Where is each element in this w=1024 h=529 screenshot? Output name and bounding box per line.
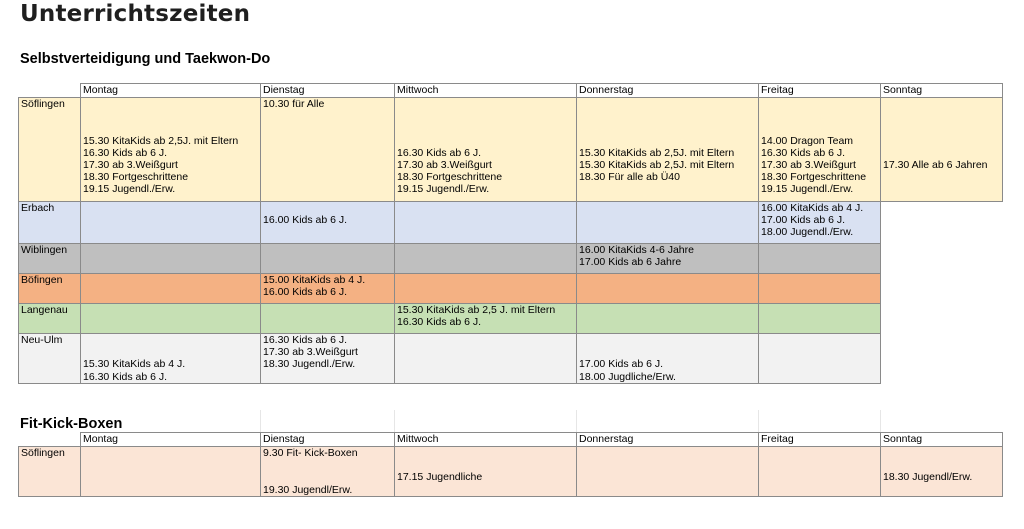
class-entry: 18.30 Fortgeschrittene (397, 171, 503, 184)
class-entry (263, 244, 392, 256)
gridline (880, 410, 881, 432)
class-entry (883, 147, 1000, 159)
class-entry: 16.30 Kids ab 6 J. (83, 146, 168, 159)
class-entry (579, 447, 756, 459)
class-entry (83, 214, 258, 226)
class-entry: 18.00 Jugendl./Erw. (761, 226, 854, 239)
day-header-sonntag: Sonntag (881, 433, 1003, 447)
schedule-cell (759, 274, 881, 304)
class-entry (579, 98, 756, 110)
schedule-cell (759, 334, 881, 384)
location-row (19, 244, 1003, 274)
class-entry: 19.15 Jugendl./Erw. (761, 183, 854, 196)
class-entry (397, 447, 574, 459)
class-entry (263, 110, 392, 122)
location-row (19, 98, 1003, 202)
schedule-cell (881, 447, 1003, 497)
class-entry: 18.30 Fortgeschrittene (761, 171, 867, 184)
class-entry (579, 110, 756, 122)
class-entry: 18.30 Jugendl/Erw. (883, 471, 973, 484)
class-entry: 17.30 ab 3.Weißgurt (761, 159, 856, 172)
class-entry (579, 135, 756, 147)
class-entry (579, 202, 756, 214)
schedule-cell (261, 202, 395, 244)
class-entry: 17.30 ab 3.Weißgurt (83, 159, 178, 172)
class-entry: 16.30 Kids ab 6 J. (263, 334, 348, 346)
class-entry (397, 334, 574, 346)
day-header-dienstag: Dienstag (261, 433, 395, 447)
class-entry: 16.00 Kids ab 6 J. (263, 286, 348, 299)
gridline (576, 410, 577, 432)
gridline (394, 410, 395, 432)
gridline (758, 410, 759, 432)
schedule-table-fit-kick-boxen (18, 432, 1003, 497)
class-entry (579, 214, 756, 226)
schedule-cell (395, 274, 577, 304)
class-entry: 16.30 Kids ab 6 J. (83, 370, 168, 383)
class-entry (761, 471, 878, 483)
class-entry (579, 316, 756, 328)
page-title: Unterrichtszeiten (20, 1, 251, 27)
class-entry (263, 226, 392, 238)
schedule-cell (759, 447, 881, 497)
schedule-cell (261, 447, 395, 497)
location-row (19, 447, 1003, 497)
class-entry (883, 122, 1000, 134)
class-entry: 16.00 Kids ab 6 J. (263, 214, 348, 227)
class-entry (883, 110, 1000, 122)
schedule-cell (81, 244, 261, 274)
schedule-cell (261, 98, 395, 202)
class-entry (397, 484, 574, 496)
schedule-cell (759, 98, 881, 202)
schedule-cell (577, 304, 759, 334)
class-entry (263, 371, 392, 383)
class-entry (83, 447, 258, 459)
class-entry (761, 274, 878, 286)
class-entry (397, 256, 574, 268)
class-entry (397, 214, 574, 226)
class-entry: 15.30 KitaKids ab 2,5J. mit Eltern (83, 134, 239, 147)
class-entry (761, 334, 878, 346)
schedule-table-taekwondo (18, 83, 1003, 384)
class-entry (761, 346, 878, 358)
schedule-cell (395, 447, 577, 497)
class-entry (83, 98, 258, 110)
schedule-cell (81, 202, 261, 244)
schedule-cell (395, 202, 577, 244)
class-entry (83, 202, 258, 214)
schedule-cell (577, 447, 759, 497)
class-entry: 19.15 Jugendl./Erw. (83, 183, 176, 196)
class-entry (883, 98, 1000, 110)
class-entry (883, 171, 1000, 183)
schedule-cell (261, 274, 395, 304)
class-entry (83, 316, 258, 328)
day-header-sonntag: Sonntag (881, 84, 1003, 98)
class-entry (761, 316, 878, 328)
blank-cell (881, 274, 1003, 304)
class-entry (883, 447, 1000, 459)
day-header-montag: Montag (81, 84, 261, 98)
class-entry (397, 122, 574, 134)
class-entry (263, 471, 392, 483)
location-row (19, 304, 1003, 334)
class-entry: 19.30 Jugendl/Erw. (263, 483, 353, 496)
class-entry (397, 110, 574, 122)
section-title-fit-kick-boxen: Fit-Kick-Boxen (20, 416, 123, 432)
class-entry (397, 98, 574, 110)
schedule-cell (759, 244, 881, 274)
class-entry (397, 358, 574, 370)
class-entry (579, 459, 756, 471)
class-entry (579, 274, 756, 286)
class-entry (263, 202, 392, 214)
class-entry (883, 484, 1000, 496)
class-entry (579, 286, 756, 298)
class-entry (263, 256, 392, 268)
class-entry: 17.00 Kids ab 6 Jahre (579, 256, 682, 269)
schedule-cell (759, 304, 881, 334)
header-corner (19, 433, 81, 447)
class-entry (263, 459, 392, 471)
class-entry (397, 371, 574, 383)
schedule-cell (81, 304, 261, 334)
class-entry: 18.30 Für alle ab Ü40 (579, 171, 680, 184)
day-header-mittwoch: Mittwoch (395, 433, 577, 447)
class-entry: 16.00 KitaKids 4-6 Jahre (579, 244, 694, 256)
class-entry (761, 304, 878, 316)
class-entry: 17.30 Alle ab 6 Jahren (883, 159, 988, 172)
class-entry (397, 274, 574, 286)
class-entry: 9.30 Fit- Kick-Boxen (263, 447, 358, 459)
class-entry (579, 183, 756, 195)
class-entry (263, 183, 392, 195)
class-entry (761, 358, 878, 370)
blank-cell (881, 244, 1003, 274)
schedule-cell (395, 304, 577, 334)
blank-cell (881, 334, 1003, 384)
location-label: Neu-Ulm (19, 334, 81, 384)
class-entry (761, 122, 878, 134)
schedule-cell (577, 274, 759, 304)
class-entry (397, 244, 574, 256)
class-entry (761, 484, 878, 496)
class-entry: 17.30 ab 3.Weißgurt (263, 346, 358, 359)
class-entry (761, 286, 878, 298)
class-entry (579, 226, 756, 238)
class-entry (83, 226, 258, 238)
class-entry (263, 135, 392, 147)
class-entry (761, 110, 878, 122)
class-entry: 19.15 Jugendl./Erw. (397, 183, 490, 196)
class-entry (397, 346, 574, 358)
class-entry: 17.00 Kids ab 6 J. (579, 358, 664, 371)
class-entry: 17.00 Kids ab 6 J. (761, 214, 846, 227)
class-entry: 16.30 Kids ab 6 J. (761, 146, 846, 159)
blank-cell (881, 202, 1003, 244)
class-entry: 18.30 Fortgeschrittene (83, 171, 189, 184)
class-entry: 16.30 Kids ab 6 J. (397, 146, 482, 159)
schedule-cell (81, 274, 261, 304)
schedule-cell (577, 202, 759, 244)
location-label: Böfingen (19, 274, 81, 304)
class-entry (83, 484, 258, 496)
class-entry (579, 334, 756, 346)
location-label: Erbach (19, 202, 81, 244)
section-title-taekwondo: Selbstverteidigung und Taekwon-Do (20, 51, 271, 67)
schedule-cell (81, 447, 261, 497)
class-entry (761, 244, 878, 256)
day-header-donnerstag: Donnerstag (577, 84, 759, 98)
schedule-cell (261, 334, 395, 384)
location-row (19, 202, 1003, 244)
schedule-cell (577, 334, 759, 384)
class-entry (83, 256, 258, 268)
header-row (19, 433, 1003, 447)
class-entry: 15.30 KitaKids ab 2,5 J. mit Eltern (397, 304, 556, 316)
schedule-cell (81, 98, 261, 202)
class-entry (883, 135, 1000, 147)
class-entry (761, 256, 878, 268)
class-entry: 18.00 Jugdliche/Erw. (579, 370, 676, 383)
class-entry (579, 346, 756, 358)
class-entry (263, 316, 392, 328)
class-entry (397, 459, 574, 471)
class-entry (263, 147, 392, 159)
class-entry (397, 286, 574, 298)
class-entry: 16.00 KitaKids ab 4 J. (761, 202, 864, 214)
class-entry (83, 274, 258, 286)
class-entry: 15.30 KitaKids ab 2,5J. mit Eltern (579, 146, 735, 159)
class-entry (83, 459, 258, 471)
class-entry: 18.30 Jugendl./Erw. (263, 358, 356, 371)
day-header-mittwoch: Mittwoch (395, 84, 577, 98)
class-entry (83, 122, 258, 134)
class-entry (83, 244, 258, 256)
class-entry: 10.30 für Alle (263, 98, 325, 110)
location-row (19, 274, 1003, 304)
schedule-cell (759, 202, 881, 244)
day-header-montag: Montag (81, 433, 261, 447)
class-entry (263, 122, 392, 134)
class-entry (761, 459, 878, 471)
location-label: Söflingen (19, 447, 81, 497)
class-entry (397, 135, 574, 147)
class-entry (397, 202, 574, 214)
day-header-dienstag: Dienstag (261, 84, 395, 98)
class-entry: 17.15 Jugendliche (397, 471, 483, 484)
class-entry (83, 334, 258, 346)
class-entry (397, 226, 574, 238)
schedule-cell (881, 98, 1003, 202)
class-entry: 15.30 KitaKids ab 2,5J. mit Eltern (579, 159, 735, 172)
class-entry (883, 459, 1000, 471)
class-entry: 17.30 ab 3.Weißgurt (397, 159, 492, 172)
day-header-freitag: Freitag (759, 84, 881, 98)
class-entry (263, 171, 392, 183)
class-entry (83, 286, 258, 298)
class-entry (83, 110, 258, 122)
class-entry (579, 122, 756, 134)
class-entry: 15.30 KitaKids ab 4 J. (83, 358, 186, 371)
gridline (260, 410, 261, 432)
schedule-cell (395, 244, 577, 274)
location-label: Söflingen (19, 98, 81, 202)
class-entry (579, 484, 756, 496)
schedule-cell (577, 98, 759, 202)
class-entry (263, 159, 392, 171)
day-header-donnerstag: Donnerstag (577, 433, 759, 447)
header-row (19, 84, 1003, 98)
class-entry: 16.30 Kids ab 6 J. (397, 316, 482, 329)
class-entry (263, 304, 392, 316)
class-entry: 15.00 KitaKids ab 4 J. (263, 274, 366, 286)
location-label: Langenau (19, 304, 81, 334)
class-entry (579, 304, 756, 316)
schedule-cell (261, 244, 395, 274)
location-row (19, 334, 1003, 384)
day-header-freitag: Freitag (759, 433, 881, 447)
schedule-cell (577, 244, 759, 274)
class-entry (761, 98, 878, 110)
schedule-cell (261, 304, 395, 334)
class-entry (83, 304, 258, 316)
class-entry (761, 371, 878, 383)
schedule-cell (395, 98, 577, 202)
class-entry (883, 183, 1000, 195)
class-entry (83, 471, 258, 483)
schedule-cell (81, 334, 261, 384)
location-label: Wiblingen (19, 244, 81, 274)
header-corner (19, 84, 81, 98)
class-entry (579, 471, 756, 483)
schedule-cell (395, 334, 577, 384)
class-entry (83, 346, 258, 358)
class-entry (761, 447, 878, 459)
class-entry: 14.00 Dragon Team (761, 134, 854, 147)
blank-cell (881, 304, 1003, 334)
